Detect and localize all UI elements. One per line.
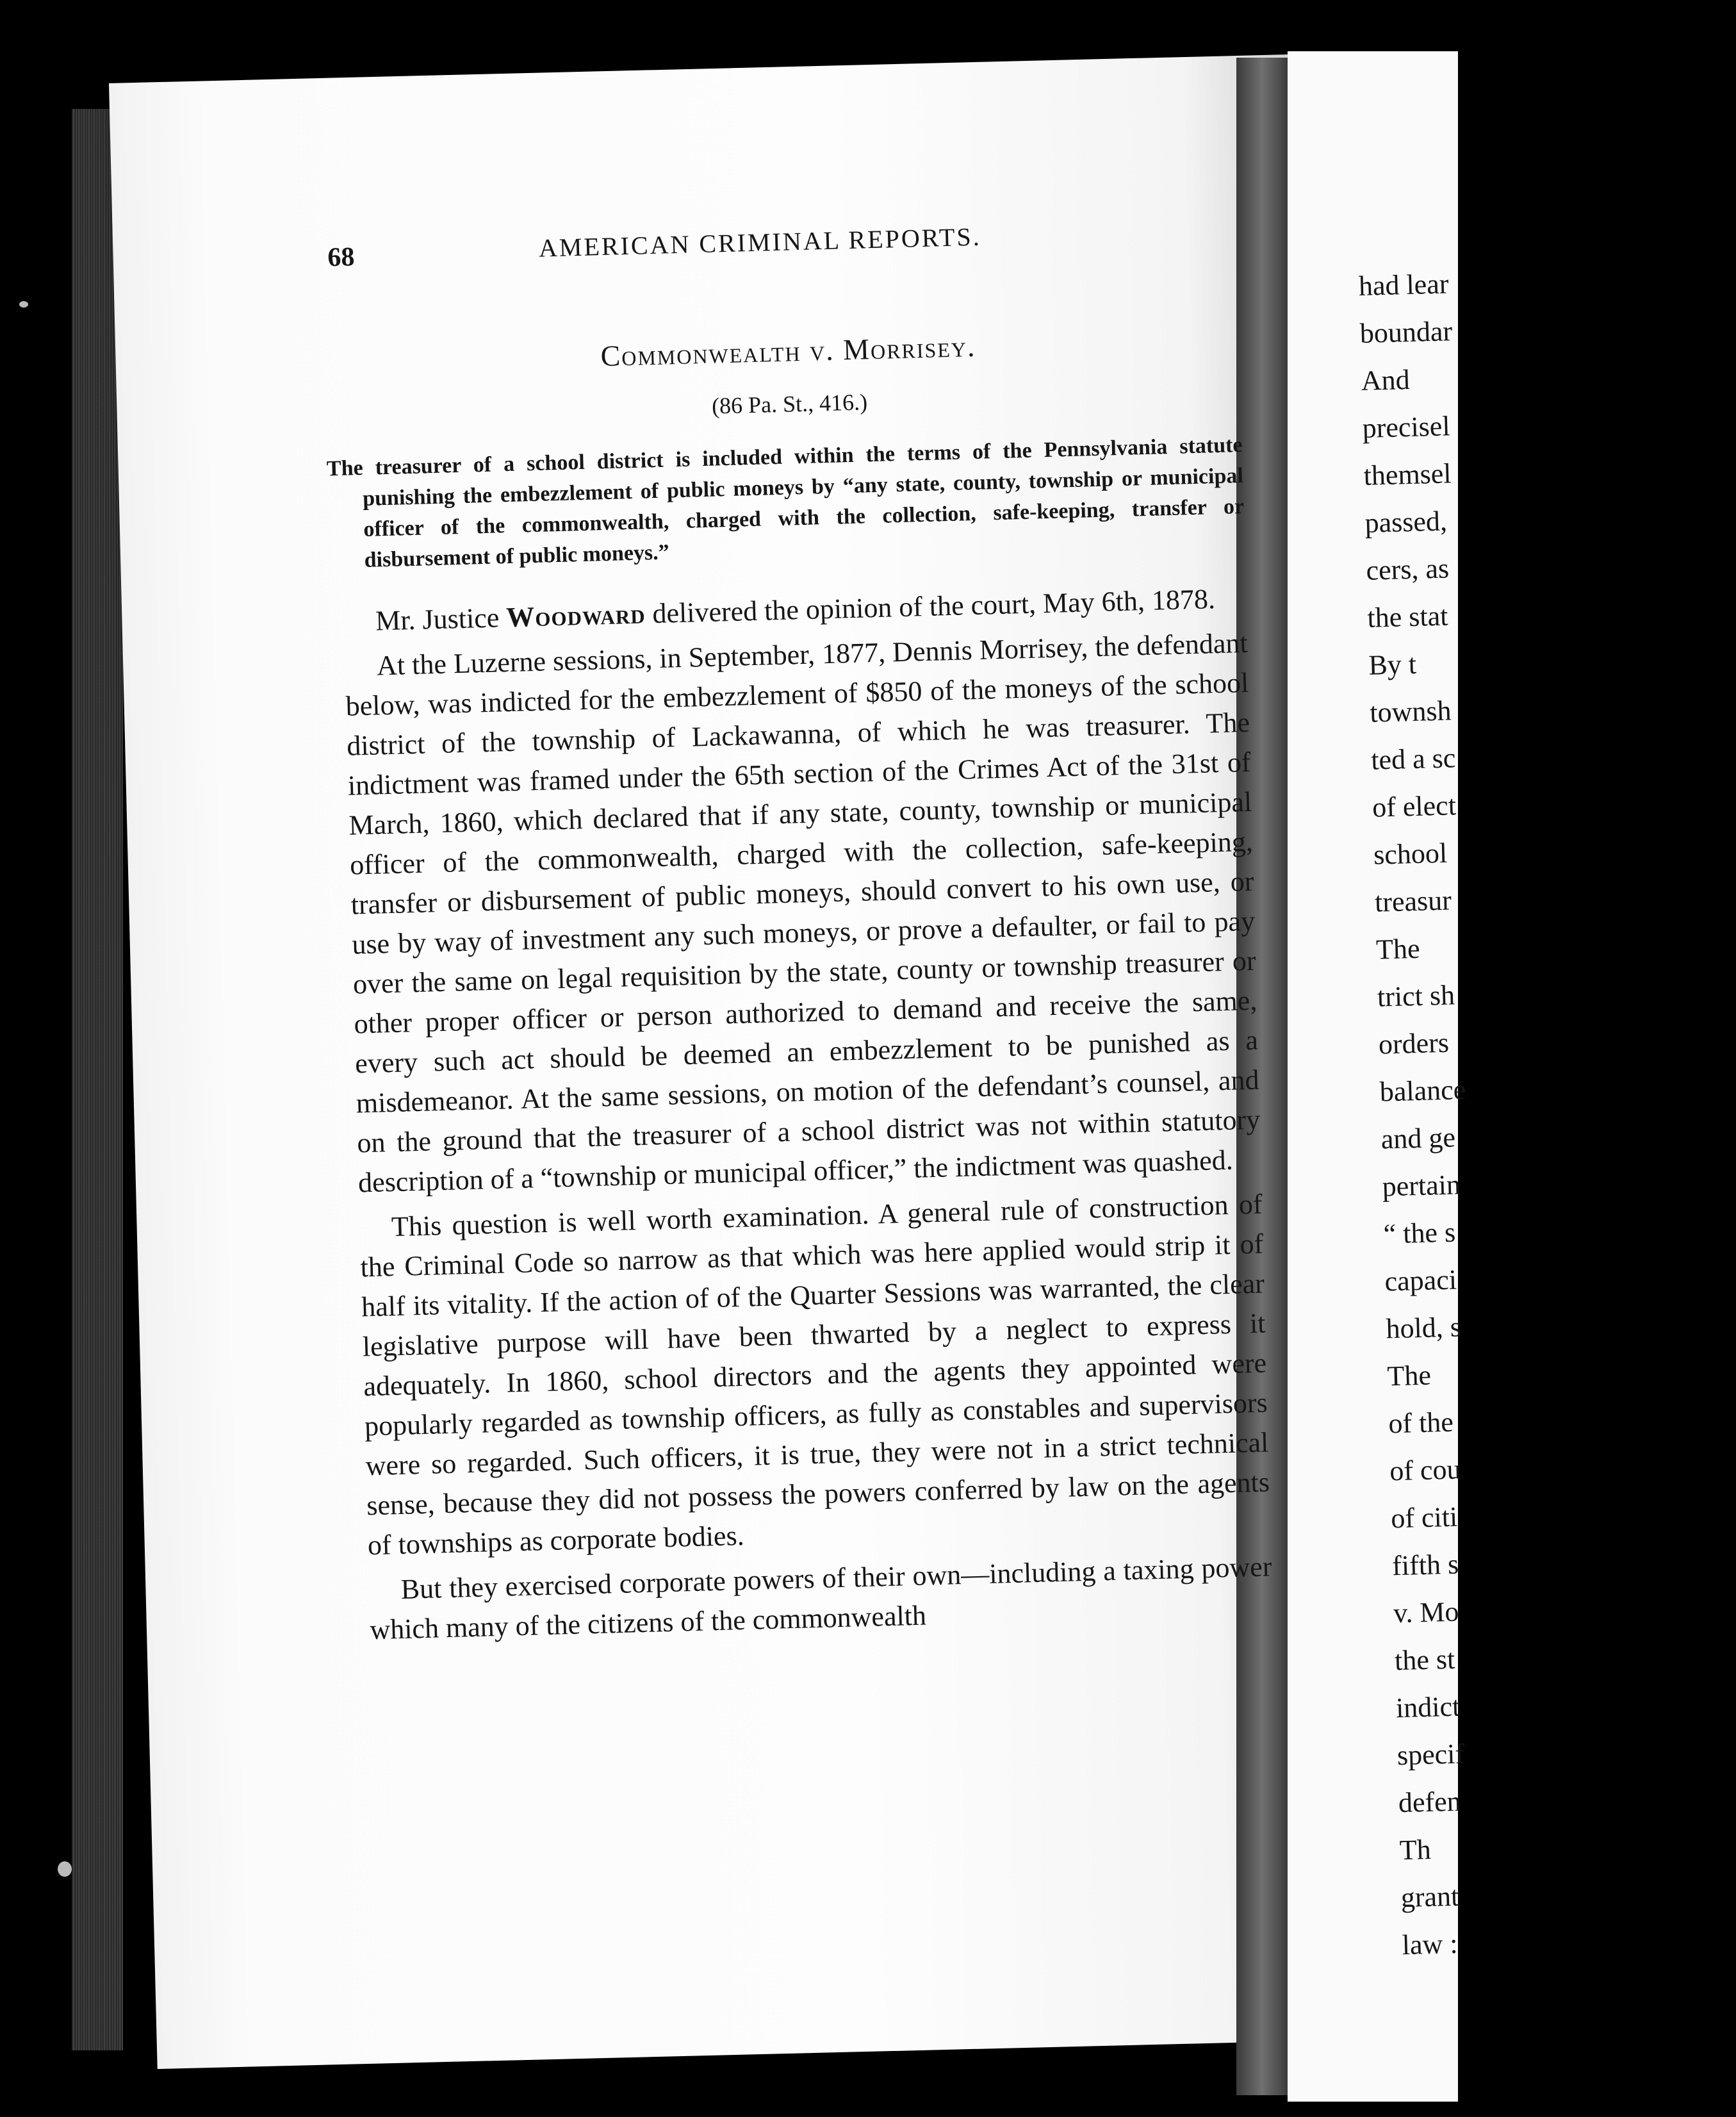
- facing-page-line: hold, s: [1385, 1311, 1462, 1345]
- facing-page-line: the stat: [1366, 600, 1448, 634]
- scan-speck: [19, 301, 28, 308]
- opinion-paragraph: At the Luzerne sessions, in September, 1877, Dennis Morrisey, the defendant below, was indicted for the embezzlement of $850 of the moneys of the school district of the township of Lackawanna, of which he was treasurer. The indictment was framed under the 65th section of the Crimes Act of the 31st of March, 1860, which declared that if any state, county, township or municipal officer of the commonwealth, charged with the collection, safe-keeping, transfer or disbursement of public moneys, should convert to his own use, or use by way of investment any such moneys, or prove a defaulter, or fail to pay over the same on legal requisition by the state, county or township treasurer or other proper officer or person authorized to demand and receive the same, every such act should be deemed an embezzlement to be punished as a misdemeanor. At the same sessions, on motion of the defendant’s counsel, and on the ground that the treasurer of a school district was not within statutory description of a “township or municipal officer,” the indictment was quashed.: [345, 627, 1261, 1199]
- opinion-paragraph: This question is well worth examination. A general rule of construction of the Criminal Code so narrow as that which was here applied would strip it of half its vitality. If the action of of the Quarter Sessions was warranted, the clear legislative purpose will have been thwarted by a neglect to express it adequately. In 1860, school directors and the agents they appointed were popularly regarded as township officers, as fully as constables and supervisors were so regarded. Such officers, it is true, they were not in a strict technical sense, because they did not possess the powers conferred by law on the agents of townships as corporate bodies.: [359, 1188, 1270, 1561]
- opinion-paragraph: But they exercised corporate powers of their own—including a taxing power which many of the citizens of the commonwealth: [369, 1551, 1272, 1646]
- running-head-title: AMERICAN CRIMINAL REPORTS.: [538, 222, 982, 263]
- facing-page-line: trict sh: [1377, 979, 1455, 1013]
- facing-page-line: school: [1373, 837, 1448, 871]
- facing-page-line: grant: [1400, 1880, 1459, 1914]
- facing-page-line: townsh: [1369, 695, 1452, 729]
- facing-page-line: themsel: [1363, 457, 1452, 491]
- page-content: [326, 201, 1273, 1655]
- facing-page-line: Th: [1399, 1833, 1432, 1866]
- facing-page-text: [1358, 254, 1736, 1969]
- intro-suffix: delivered the opinion of the court, May 6th, 1878.: [651, 583, 1216, 630]
- facing-page-line: And: [1361, 363, 1411, 397]
- facing-page-line: specif: [1396, 1738, 1465, 1772]
- case-citation: (86 Pa. St., 416.): [711, 389, 868, 419]
- facing-page-line: defen: [1398, 1785, 1462, 1819]
- facing-page-line: v. Mo: [1393, 1595, 1460, 1629]
- facing-page-line: orders: [1378, 1026, 1450, 1060]
- facing-page-line: capaci: [1384, 1264, 1457, 1297]
- facing-page-line: The: [1386, 1359, 1432, 1392]
- facing-page: [1288, 51, 1466, 2102]
- facing-page-line: precisel: [1362, 410, 1451, 444]
- facing-page-line: of elect: [1372, 789, 1457, 823]
- facing-page-line: law :: [1402, 1927, 1459, 1961]
- facing-page-line: the st: [1394, 1643, 1455, 1677]
- facing-page-line: boundar: [1359, 315, 1453, 349]
- facing-page-line: had lear: [1358, 268, 1450, 302]
- facing-page-line: balance: [1379, 1074, 1466, 1108]
- facing-page-line: and ge: [1380, 1121, 1456, 1155]
- facing-page-line: of the: [1388, 1406, 1454, 1440]
- intro-prefix: Mr. Justice: [375, 602, 500, 637]
- headnote: The treasurer of a school district is included within the terms of the Pennsylvania statute punishing the embezzlement of public moneys by “any state, county, township or municipal officer of the commonwealth, charged with the collection, safe-keeping, transfer or disbursement of public moneys.”: [326, 432, 1245, 572]
- facing-page-line: By t: [1368, 648, 1417, 681]
- facing-page-line: ted a sc: [1370, 742, 1456, 776]
- facing-page-line: The: [1375, 932, 1421, 966]
- justice-name: Woodward: [505, 598, 646, 634]
- facing-page-line: cers, as: [1365, 552, 1450, 586]
- facing-page-line: passed,: [1364, 505, 1448, 539]
- page-number: 68: [327, 242, 355, 273]
- book-edge: [72, 109, 123, 2050]
- opinion-body: [343, 579, 1273, 1650]
- facing-page-line: indict: [1395, 1690, 1461, 1724]
- facing-page-line: of cou: [1389, 1453, 1462, 1487]
- facing-page-line: of citi: [1390, 1501, 1458, 1535]
- case-title: Commonwealth v. Morrisey.: [600, 329, 976, 373]
- facing-page-line: “ the s: [1383, 1216, 1456, 1250]
- facing-page-line: pertain: [1382, 1169, 1461, 1203]
- facing-page-line: fifth s: [1391, 1548, 1459, 1582]
- facing-page-line: treasur: [1374, 884, 1452, 918]
- scan-speck: [58, 1861, 72, 1877]
